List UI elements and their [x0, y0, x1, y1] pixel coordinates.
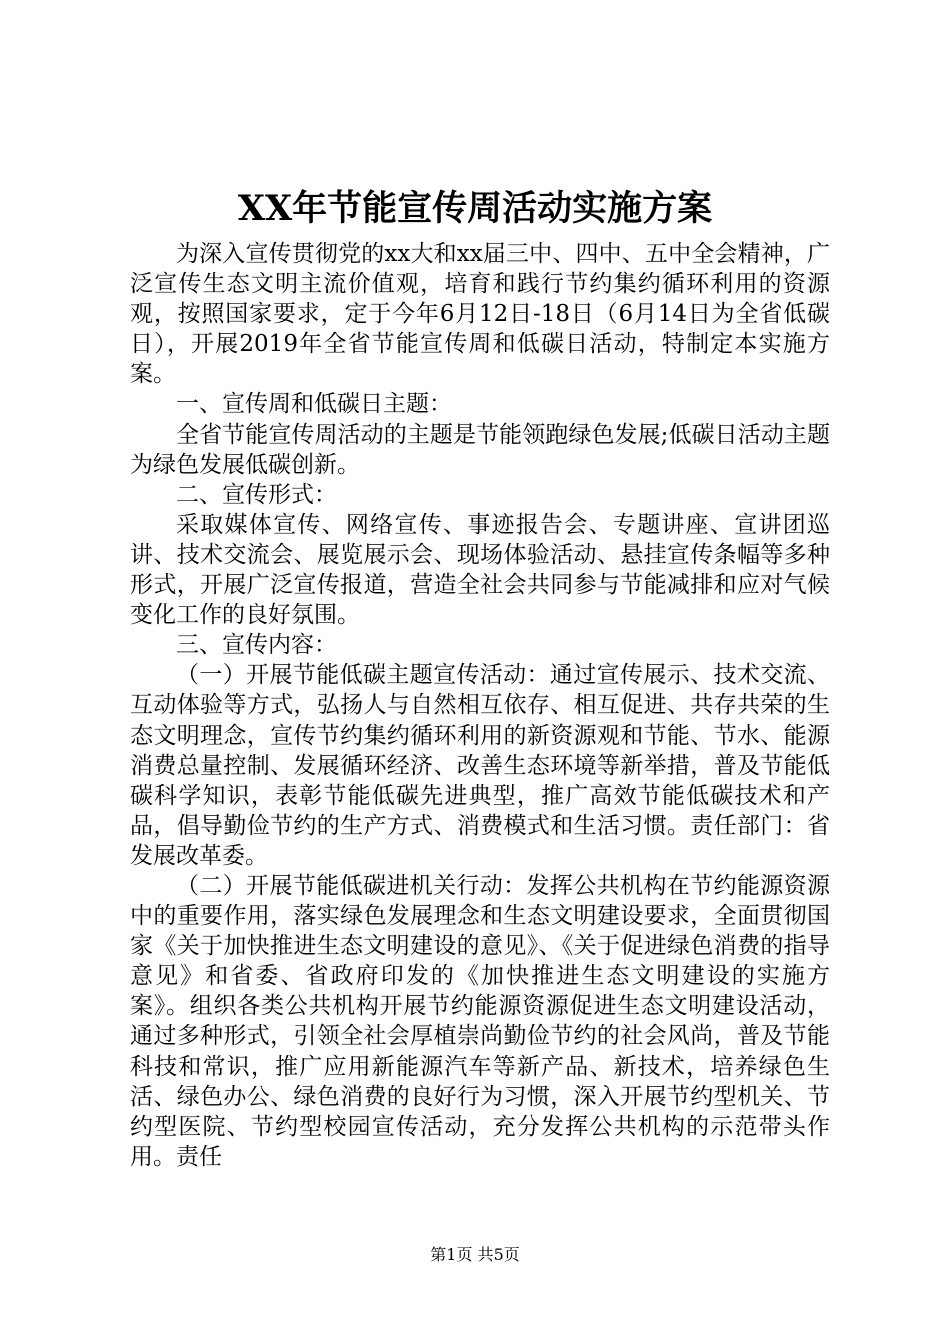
document-title: XX年节能宣传周活动实施方案	[237, 188, 713, 229]
theme-paragraph: 全省节能宣传周活动的主题是节能领跑绿色发展;低碳日活动主题为绿色发展低碳创新。	[130, 421, 830, 478]
content-item-1-paragraph: （一）开展节能低碳主题宣传活动：通过宣传展示、技术交流、互动体验等方式，弘扬人与自然相互依存、相互促进、共存共荣的生态文明理念，宣传节约集约循环利用的新资源观和节能、节水、能源消费总量控制、发展循环经济、改善生态环境等新举措，普及节能低碳科学知识，表彰节能低碳先进典型，推广高效节能低碳技术和产品，倡导勤俭节约的生产方式、消费模式和生活习惯。责任部门：省发展改革委。	[130, 662, 830, 869]
total-suffix: 页	[503, 1245, 520, 1264]
section-heading-content: 三、宣传内容：	[176, 632, 337, 659]
document-body	[130, 239, 830, 1172]
total-pages: 5	[493, 1245, 504, 1264]
section-heading-theme: 一、宣传周和低碳日主题：	[176, 391, 452, 418]
page-prefix: 第	[430, 1245, 447, 1264]
form-paragraph: 采取媒体宣传、网络宣传、事迹报告会、专题讲座、宣讲团巡讲、技术交流会、展览展示会、现场体验活动、悬挂宣传条幅等多种形式，开展广泛宣传报道，营造全社会共同参与节能减排和应对气候变化工作的良好氛围。	[130, 511, 830, 629]
page-footer	[0, 1245, 950, 1265]
content-item-2-paragraph: （二）开展节能低碳进机关行动：发挥公共机构在节约能源资源中的重要作用，落实绿色发展理念和生态文明建设要求，全面贯彻国家《关于加快推进生态文明建设的意见》、《关于促进绿色消费的指导意见》和省委、省政府印发的《加快推进生态文明建设的实施方案》。组织各类公共机构开展节约能源资源促进生态文明建设活动，通过多种形式，引领全社会厚植崇尚勤俭节约的社会风尚，普及节能科技和常识，推广应用新能源汽车等新产品、新技术，培养绿色生活、绿色办公、绿色消费的良好行为习惯，深入开展节约型机关、节约型医院、节约型校园宣传活动，充分发挥公共机构的示范带头作用。责任	[130, 872, 830, 1170]
total-prefix: 共	[477, 1245, 494, 1264]
section-heading-form: 二、宣传形式：	[176, 481, 337, 508]
intro-paragraph: 为深入宣传贯彻党的xx大和xx届三中、四中、五中全会精神，广泛宣传生态文明主流价值观，培育和践行节约集约循环利用的资源观，按照国家要求，定于今年6月12日-18日（6月14日为全省低碳日），开展2019年全省节能宣传周和低碳日活动，特制定本实施方案。	[130, 241, 830, 388]
page-number: 1	[446, 1245, 457, 1264]
page-suffix: 页	[456, 1245, 473, 1264]
